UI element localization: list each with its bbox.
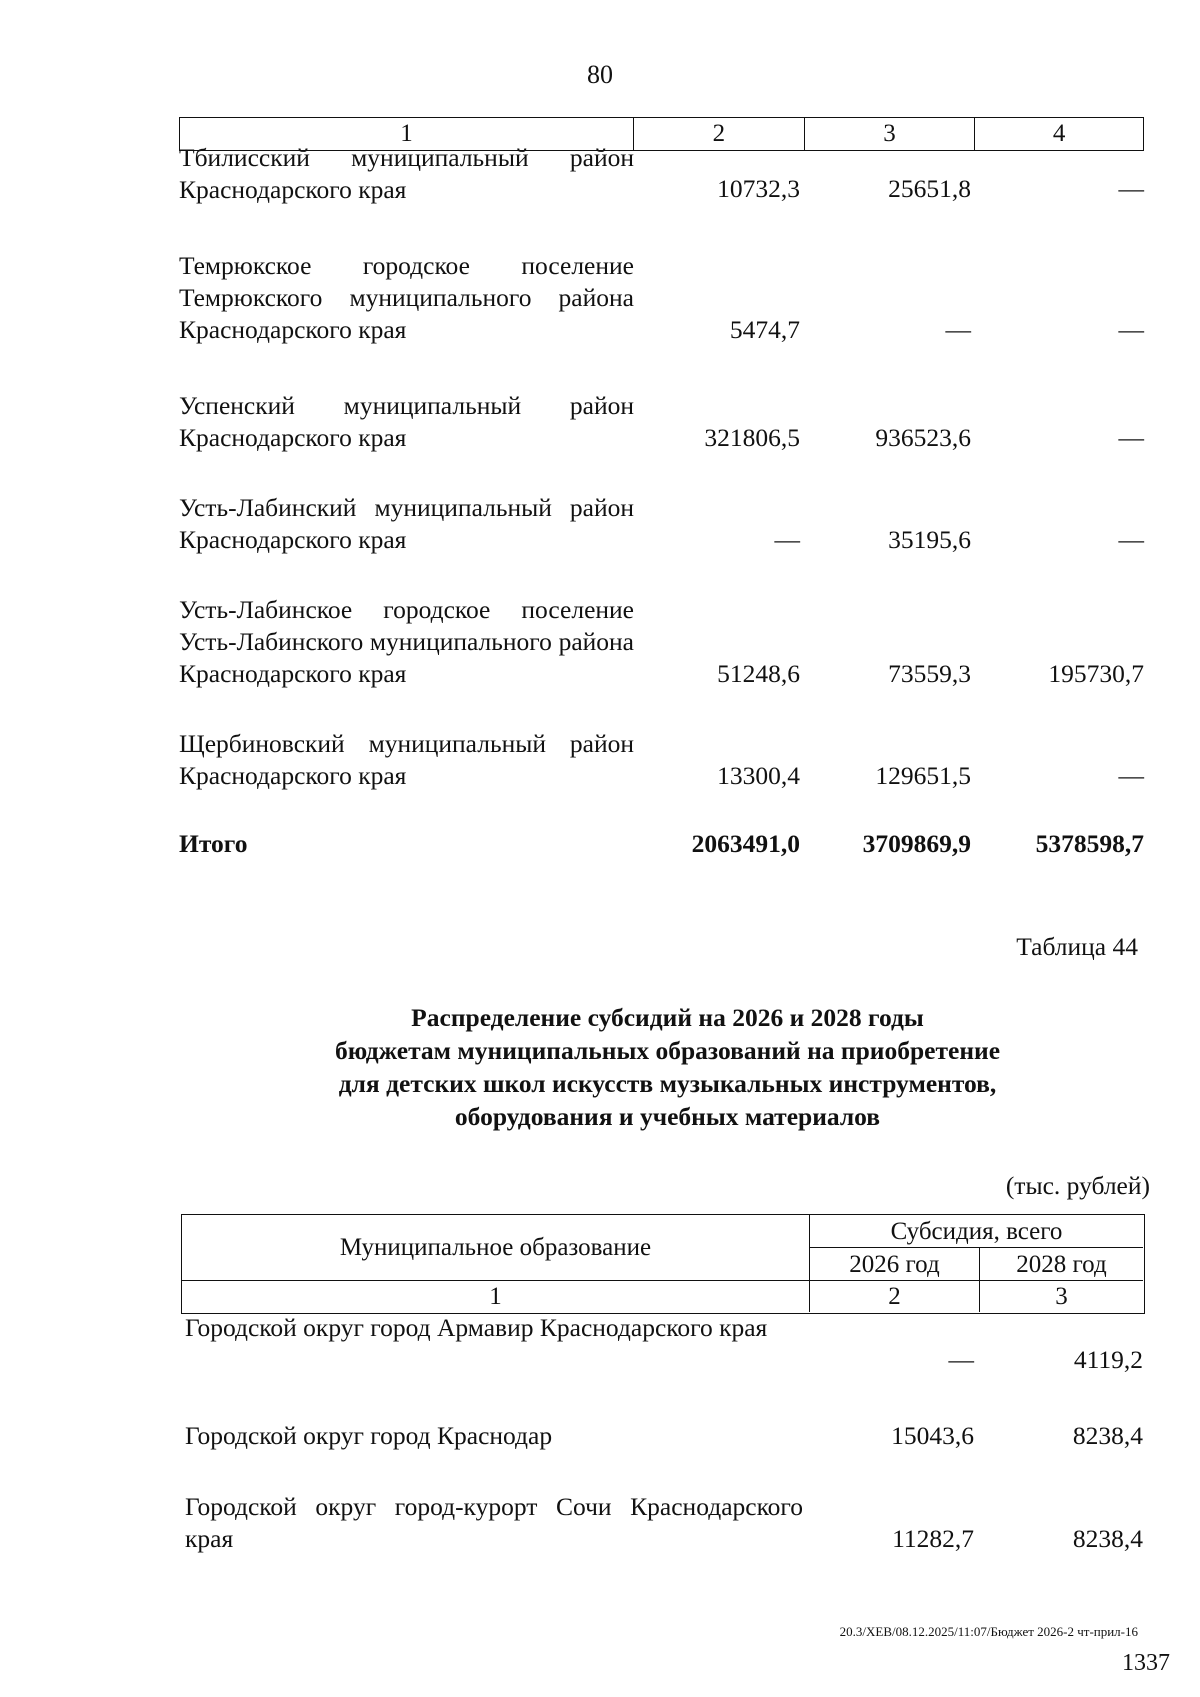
row-value-2028: 8238,4 xyxy=(1072,1421,1143,1450)
row-value-4: — xyxy=(1118,174,1144,203)
row-value-2026: — xyxy=(948,1345,974,1374)
row-name: Городской округ город-курорт Сочи Краснодарского края xyxy=(185,1492,803,1553)
row-value-3: 25651,8 xyxy=(888,174,971,203)
row-value-3: 129651,5 xyxy=(875,761,971,790)
row-name: Успенский муниципальный район Краснодарского края xyxy=(179,391,634,452)
row-value-4: — xyxy=(1118,315,1144,344)
row-value-4: 195730,7 xyxy=(1048,659,1144,688)
row-value-2: 51248,6 xyxy=(717,659,800,688)
title-line: Распределение субсидий на 2026 и 2028 годы xyxy=(411,1003,924,1032)
table1-col-2: 2 xyxy=(634,118,805,150)
table1-col-1: 1 xyxy=(180,118,634,150)
row-name: Городской округ город Армавир Краснодарского края xyxy=(185,1313,768,1342)
units-label: (тыс. рублей) xyxy=(1005,1171,1150,1200)
total-value-2: 2063491,0 xyxy=(691,829,800,858)
header-col-3: 3 xyxy=(1055,1283,1068,1310)
row-value-2028: 4119,2 xyxy=(1073,1345,1143,1374)
row-value-2: 13300,4 xyxy=(717,761,800,790)
row-value-2: 5474,7 xyxy=(729,315,800,344)
row-value-2026: 15043,6 xyxy=(891,1421,974,1450)
row-value-3: 35195,6 xyxy=(888,525,971,554)
row-value-2: 10732,3 xyxy=(717,174,800,203)
total-value-4: 5378598,7 xyxy=(1035,829,1144,858)
footer-page-number: 1337 xyxy=(1122,1650,1170,1676)
row-value-2026: 11282,7 xyxy=(892,1524,974,1553)
row-name: Тбилисский муниципальный район Краснодарского края xyxy=(179,143,634,204)
row-name: Щербиновский муниципальный район Краснодарского края xyxy=(179,729,634,790)
footer-document-code: 20.3/ХЕВ/08.12.2025/11:07/Бюджет 2026-2 чт-прил-16 xyxy=(839,1624,1138,1639)
table2-header xyxy=(181,1214,1145,1314)
table-caption: Таблица 44 xyxy=(1016,932,1138,961)
row-value-3: 936523,6 xyxy=(875,423,971,452)
total-label: Итого xyxy=(179,829,248,858)
row-value-2028: 8238,4 xyxy=(1072,1524,1143,1553)
title-line: бюджетам муниципальных образований на приобретение xyxy=(334,1036,1001,1065)
header-col-2: 2 xyxy=(810,1281,980,1312)
table1-col-4: 4 xyxy=(1052,120,1066,147)
header-subsidy-total: Субсидия, всего xyxy=(810,1215,1143,1248)
header-year-2026: 2026 год xyxy=(810,1248,980,1281)
row-value-4: — xyxy=(1118,423,1144,452)
row-name: Темрюкское городское поселение Темрюкского муниципального района Краснодарского края xyxy=(179,251,634,344)
title-line: оборудования и учебных материалов xyxy=(454,1102,881,1131)
total-value-3: 3709869,9 xyxy=(862,829,971,858)
table1-col-3: 3 xyxy=(805,118,976,150)
header-municipality: Муниципальное образование xyxy=(182,1215,810,1281)
row-name: Усть-Лабинский муниципальный район Краснодарского края xyxy=(179,493,634,554)
row-value-2: — xyxy=(774,525,800,554)
row-value-4: — xyxy=(1118,761,1144,790)
row-name: Городской округ город Краснодар xyxy=(185,1421,553,1450)
row-name: Усть-Лабинское городское поселение Усть-Лабинского муниципального района Краснодарского края xyxy=(179,595,634,688)
page-number: 80 xyxy=(587,60,613,89)
row-value-4: — xyxy=(1118,525,1144,554)
row-value-3: 73559,3 xyxy=(888,659,971,688)
title-line: для детских школ искусств музыкальных инструментов, xyxy=(338,1069,997,1098)
header-year-2028: 2028 год xyxy=(980,1248,1143,1281)
row-value-2: 321806,5 xyxy=(704,423,800,452)
row-value-3: — xyxy=(945,315,971,344)
section-title xyxy=(0,1001,1200,1133)
header-col-1: 1 xyxy=(182,1281,810,1312)
